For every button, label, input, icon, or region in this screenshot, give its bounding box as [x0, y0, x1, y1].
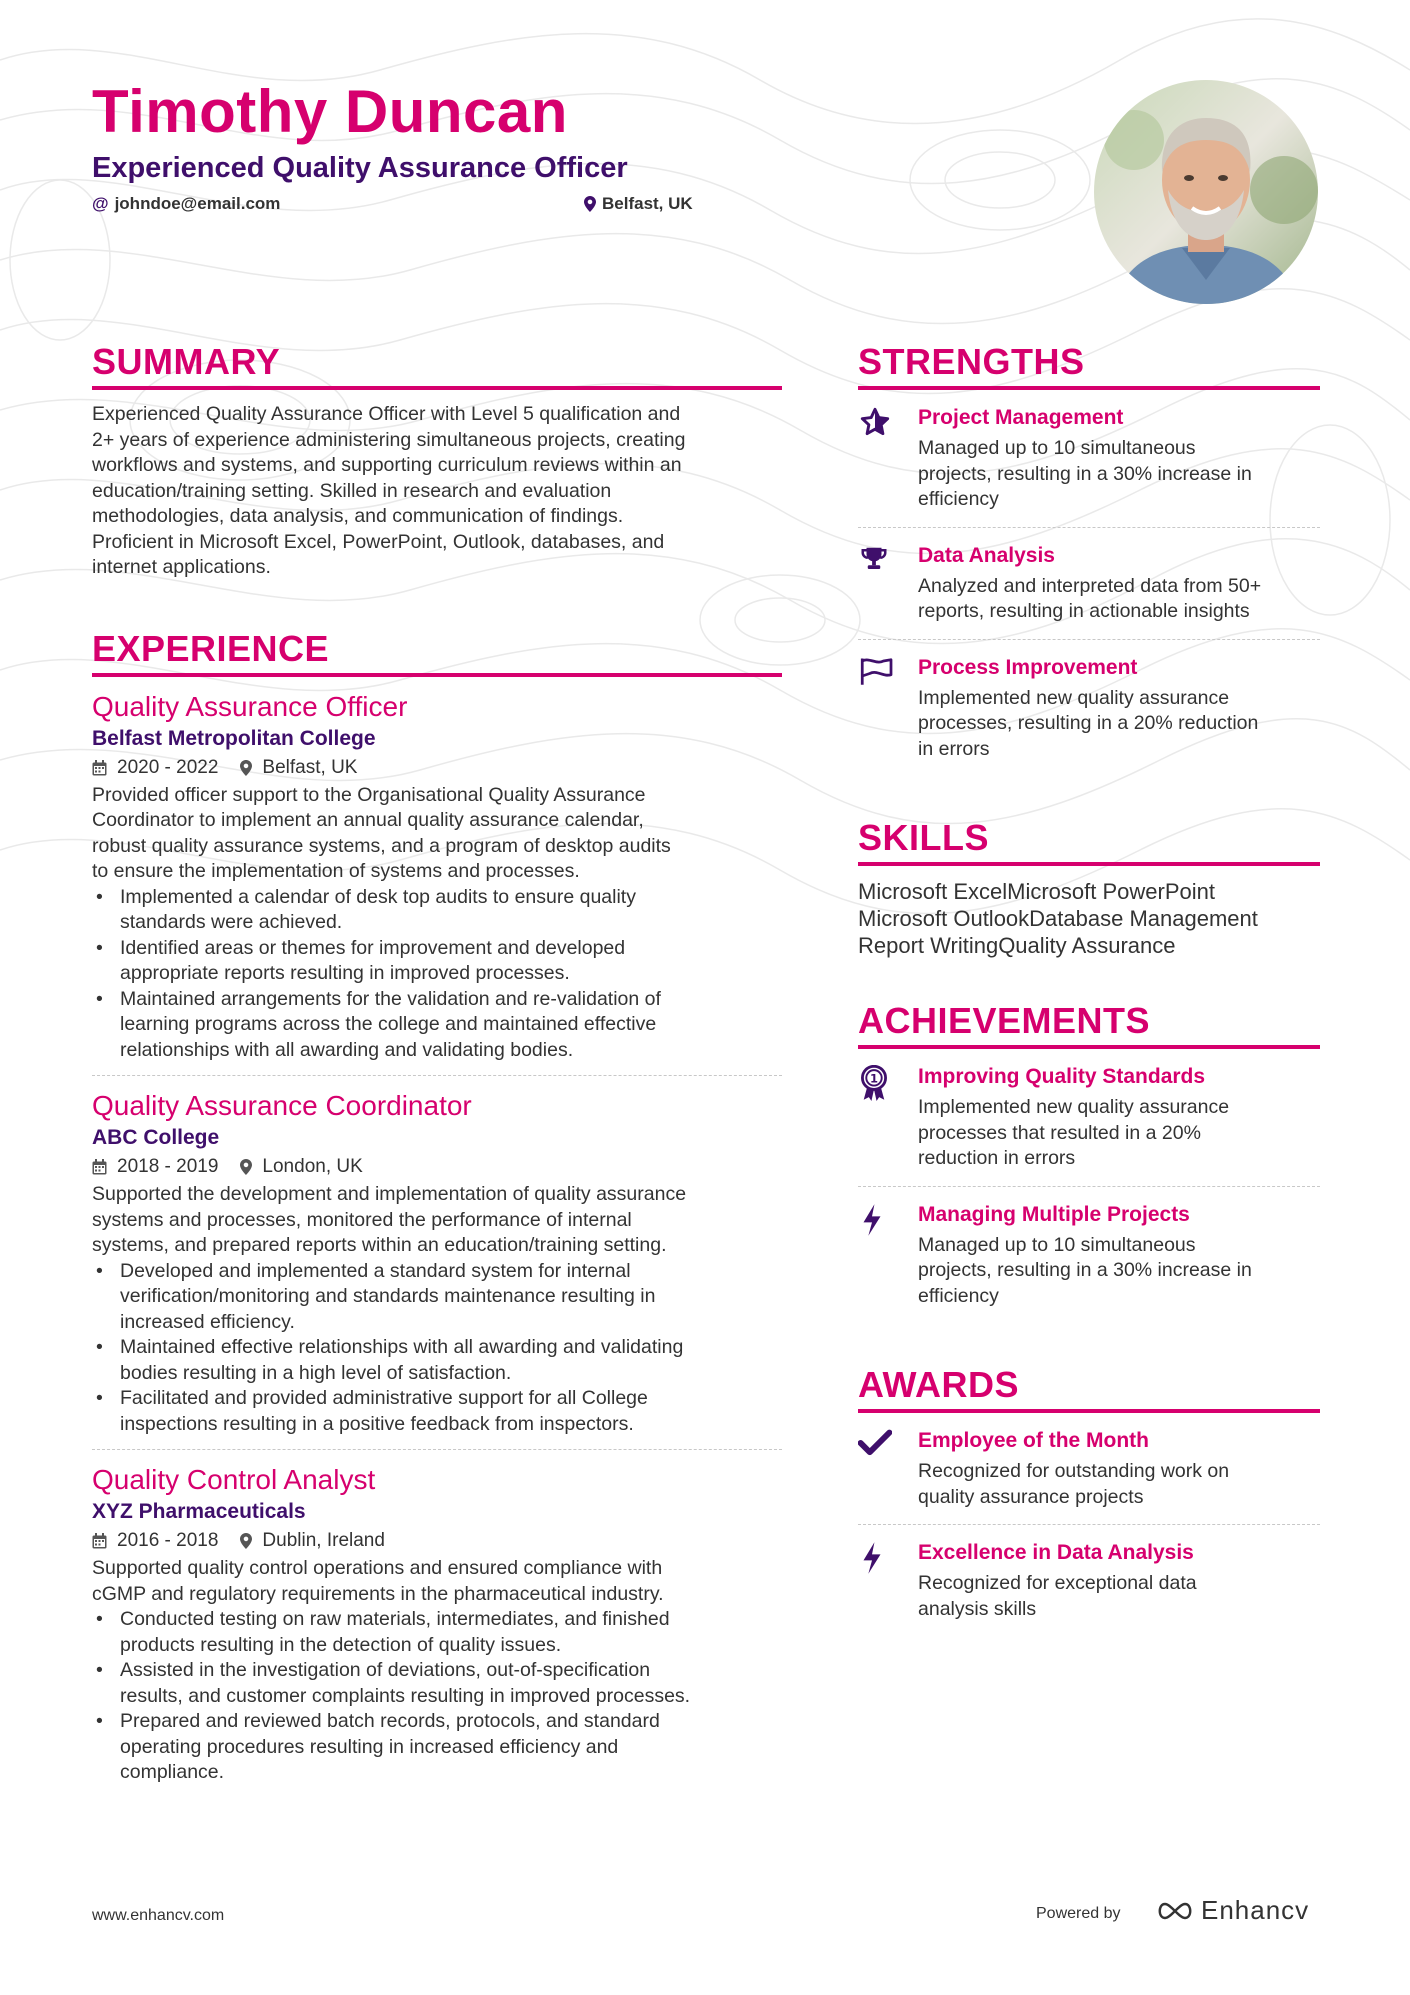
- award-description: Recognized for exceptional data analysis skills: [918, 1572, 1197, 1620]
- strength-title: Project Management: [918, 406, 1124, 429]
- bullet-item: • Prepared and reviewed batch records, protocols, and standard operating procedures resulting in increased efficiency and compliance.: [92, 1709, 782, 1786]
- location-text: Belfast, UK: [602, 194, 693, 213]
- achievement-description: Implemented new quality assurance processes that resulted in a 20% reduction in errors: [918, 1096, 1230, 1169]
- achievement-title: Managing Multiple Projects: [918, 1202, 1190, 1226]
- awards-section: [858, 1363, 1320, 1636]
- job-location: Dublin, Ireland: [262, 1530, 385, 1551]
- bullet-item: • Maintained arrangements for the validation and re-validation of learning programs across the college and maintained effective relationships with all awarding and validating bodies.: [92, 987, 782, 1064]
- achievement-item: [858, 1187, 1320, 1324]
- bullet-item: • Assisted in the investigation of deviations, out-of-specification results, and customer complaints resulting in improved processes.: [92, 1658, 782, 1709]
- achievements-section: [858, 999, 1320, 1323]
- award-item: [858, 1413, 1320, 1525]
- section-title-summary: SUMMARY: [92, 340, 782, 390]
- flag-icon: [858, 656, 894, 686]
- contact-location: [584, 193, 693, 215]
- email-text: johndoe@email.com: [114, 194, 281, 213]
- checkmark-icon: [858, 1429, 892, 1457]
- award-title: Excellence in Data Analysis: [918, 1541, 1194, 1564]
- location-pin-icon: [240, 760, 252, 776]
- profile-photo: [1094, 80, 1318, 304]
- experience-item: [92, 1076, 782, 1450]
- summary-text: Experienced Quality Assurance Officer with Level 5 qualification and 2+ years of experience administering simultaneous projects, creating workflows and systems, and supporting curriculum reviews within an education/training setting. Skilled in research and evaluation methodologies, data analysis, and communication of findings. Proficient in Microsoft Excel, PowerPoint, Outlook, databases, and internet applications.: [92, 403, 686, 578]
- location-pin-icon: [240, 1159, 252, 1175]
- strength-title: Data Analysis: [918, 543, 1055, 567]
- skills-list: [858, 878, 1320, 959]
- section-title-achievements: ACHIEVEMENTS: [858, 999, 1320, 1049]
- footer-powered-by: Powered by: [1036, 1905, 1121, 1922]
- infinity-logo-icon: [1155, 1900, 1195, 1922]
- bullet-item: • Conducted testing on raw materials, intermediates, and finished products resulting in the detection of quality issues.: [92, 1607, 782, 1658]
- strength-item: [858, 640, 1320, 777]
- summary-section: [92, 340, 782, 581]
- calendar-icon: [92, 1533, 107, 1549]
- bullet-item: • Developed and implemented a standard system for internal verification/monitoring and standards maintenance resulting in increased efficiency.: [92, 1259, 782, 1336]
- achievement-description: Managed up to 10 simultaneous projects, resulting in a 30% increase in efficiency: [918, 1233, 1252, 1307]
- strength-description: Managed up to 10 simultaneous projects, resulting in a 30% increase in efficiency: [918, 437, 1252, 510]
- section-title-experience: EXPERIENCE: [92, 627, 782, 677]
- experience-item: [92, 1450, 782, 1798]
- skill-line: Microsoft ExcelMicrosoft PowerPoint: [858, 879, 1215, 904]
- section-title-awards: AWARDS: [858, 1363, 1320, 1413]
- strength-description: Implemented new quality assurance processes, resulting in a 20% reduction in errors: [918, 686, 1259, 760]
- trophy-icon: [858, 544, 890, 574]
- strength-title: Process Improvement: [918, 655, 1138, 679]
- portrait-illustration: [1094, 80, 1318, 304]
- svg-text:1: 1: [869, 1071, 879, 1086]
- job-bullets: [92, 885, 782, 1064]
- experience-section: [92, 627, 782, 1798]
- achievement-title: Improving Quality Standards: [918, 1065, 1206, 1088]
- experience-item: [92, 677, 782, 1077]
- medal-icon: [858, 1065, 890, 1101]
- skill-line: Report WritingQuality Assurance: [858, 933, 1176, 958]
- calendar-icon: [92, 1159, 107, 1175]
- job-role: Quality Control Analyst: [92, 1464, 376, 1495]
- job-description: Supported the development and implementation of quality assurance systems and processes, monitored the performance of internal systems, and prepared reports within an education/training setting.: [92, 1183, 687, 1256]
- bullet-item: • Maintained effective relationships with all awarding and validating bodies resulting in a high level of satisfaction.: [92, 1335, 782, 1386]
- footer-website-link[interactable]: www.enhancv.com: [92, 1907, 225, 1924]
- company-name: XYZ Pharmaceuticals: [92, 1500, 306, 1523]
- job-meta: [92, 753, 782, 783]
- candidate-title: Experienced Quality Assurance Officer: [92, 152, 628, 184]
- job-description: Provided officer support to the Organisational Quality Assurance Coordinator to implement an annual quality assurance calendar, robust quality assurance systems, and a program of desktop audits to ensure the implementation of systems and processes.: [92, 783, 671, 882]
- star-icon: [858, 406, 892, 438]
- award-title: Employee of the Month: [918, 1429, 1149, 1452]
- job-meta: [92, 1526, 782, 1556]
- at-icon: @: [92, 194, 109, 213]
- job-meta: [92, 1152, 782, 1182]
- strengths-section: [858, 340, 1320, 776]
- lightning-icon: [858, 1203, 886, 1237]
- location-pin-icon: [240, 1533, 252, 1549]
- candidate-name: Timothy Duncan: [92, 78, 568, 145]
- job-dates: 2016 - 2018: [117, 1530, 219, 1551]
- award-item: [858, 1525, 1320, 1636]
- job-role: Quality Assurance Officer: [92, 690, 408, 722]
- lightning-icon: [858, 1541, 886, 1575]
- company-name: ABC College: [92, 1126, 220, 1149]
- brand-name: Enhancv: [1201, 1895, 1310, 1925]
- job-location: Belfast, UK: [262, 756, 358, 778]
- left-column: [92, 340, 782, 1798]
- job-dates: 2020 - 2022: [117, 756, 219, 778]
- location-pin-icon: [584, 196, 596, 212]
- job-description: Supported quality control operations and ensured compliance with cGMP and regulatory requirements in the pharmaceutical industry.: [92, 1557, 664, 1605]
- job-bullets: [92, 1259, 782, 1438]
- job-bullets: [92, 1607, 782, 1786]
- contact-email[interactable]: [92, 193, 280, 215]
- strength-item: [858, 390, 1320, 528]
- job-location: London, UK: [262, 1156, 363, 1177]
- achievement-item: [858, 1049, 1320, 1187]
- section-title-strengths: STRENGTHS: [858, 340, 1320, 390]
- skill-line: Microsoft OutlookDatabase Management: [858, 906, 1258, 931]
- section-title-skills: SKILLS: [858, 816, 1320, 866]
- award-description: Recognized for outstanding work on quality assurance projects: [918, 1460, 1230, 1508]
- bullet-item: • Implemented a calendar of desk top audits to ensure quality standards were achieved.: [92, 885, 782, 936]
- right-column: [858, 340, 1320, 1676]
- strength-description: Analyzed and interpreted data from 50+ reports, resulting in actionable insights: [918, 574, 1262, 622]
- skills-section: [858, 816, 1320, 959]
- job-role: Quality Assurance Coordinator: [92, 1090, 472, 1121]
- job-dates: 2018 - 2019: [117, 1156, 219, 1177]
- strength-item: [858, 528, 1320, 640]
- bullet-item: • Identified areas or themes for improvement and developed appropriate reports resulting in improved processes.: [92, 936, 782, 987]
- calendar-icon: [92, 760, 107, 776]
- company-name: Belfast Metropolitan College: [92, 726, 376, 750]
- enhancv-logo[interactable]: [1155, 1895, 1309, 1926]
- bullet-item: • Facilitated and provided administrative support for all College inspections resulting in a positive feedback from inspectors.: [92, 1386, 782, 1437]
